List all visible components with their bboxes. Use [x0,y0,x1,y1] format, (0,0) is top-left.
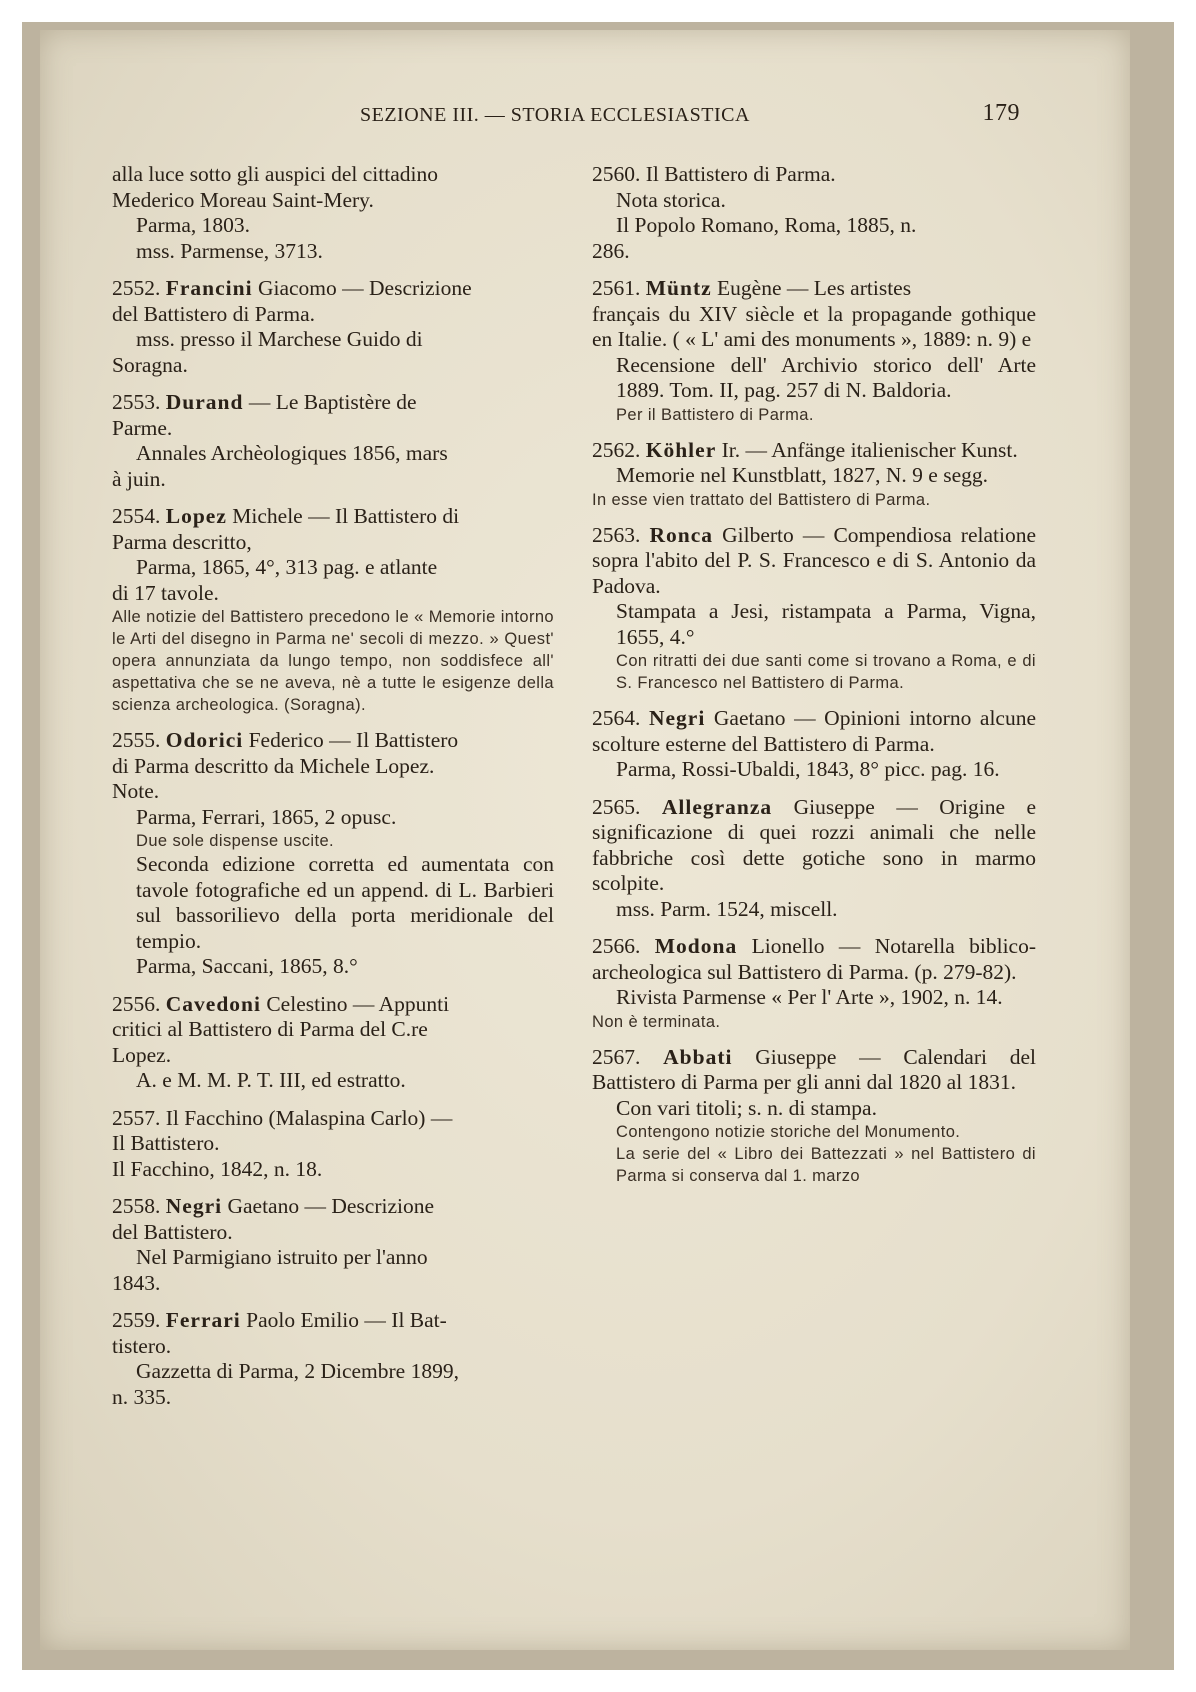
text-line: Parme. [112,415,173,440]
entry-2556 [112,992,554,1094]
text-line: Recensione dell' Archivio storico dell' Arte 1889. Tom. II, pag. 257 di N. Baldoria. [616,352,1036,402]
text-line: Il Battistero. [112,1131,220,1155]
entry-author: Negri [648,706,706,730]
entry-2564 [592,706,1036,783]
entry-title: Lionello — Notarella biblico-archeologica sul Battistero di Parma. (p. 279-82). [592,934,1036,984]
text-line: Nel Parmigiano istruito per l'anno [136,1245,428,1269]
entry-author: Lopez [165,504,227,528]
entry-author: Allegranza [661,794,773,819]
text-line: n. 335. [112,1384,172,1409]
entry-number: 2564. [592,706,641,730]
text-line: Parma, Saccani, 1865, 8.° [136,954,358,978]
entry-note: La serie del « Libro dei Battezzati » nel Battistero di Parma si conserva dal 1. marzo [616,1145,1036,1185]
entry-note: Contengono notizie storiche del Monumento. [616,1123,961,1141]
entry-2561 [592,276,1036,426]
entry-number: 2552. [112,276,161,300]
text-line: Nota storica. [616,187,726,212]
text-line: mss. Parm. 1524, miscell. [616,896,838,921]
section-title: SEZIONE III. — STORIA ECCLESIASTICA [360,104,750,126]
entry-number: 2556. [112,991,161,1016]
text-line: Il Facchino, 1842, n. 18. [112,1156,323,1181]
entry-number: 2561. [592,276,641,300]
text-line: Parma, Ferrari, 1865, 2 opusc. [136,804,397,829]
right-column [592,162,1036,1199]
entry-author: Negri [165,1194,223,1218]
entry-2563 [592,523,1036,695]
text-line: Memorie nel Kunstblatt, 1827, N. 9 e segg. [616,463,989,487]
text-line: critici al Battistero di Parma del C.re [112,1017,428,1041]
entry-author: Abbati [663,1044,733,1069]
entry-author: Durand [165,390,244,414]
entry-2558 [112,1194,554,1296]
entry-author: Ferrari [165,1308,241,1332]
text-line: 1843. [112,1270,161,1295]
entry-title: Paolo Emilio — Il Bat- [240,1308,447,1332]
entry-title: Il Facchino (Malaspina Carlo) — [160,1105,453,1130]
entry-title: Gaetano — Descrizione [222,1194,435,1218]
entry-title: Giuseppe — Origine e significazione di quei rozzi animali che nelle fabbriche così dette gotiche sono in marmo scolpite. [592,794,1037,895]
entry-number: 2558. [112,1194,161,1218]
text-line: 286. [592,238,630,263]
text-line: Con vari titoli; s. n. di stampa. [616,1095,877,1120]
entry-title: Celestino — Appunti [260,991,450,1016]
entry-title: Michele — Il Battistero di [226,504,460,528]
entry-2555 [112,728,554,980]
text-line: français du XIV siècle et la propagande gothique en Italie. ( « L' ami des monuments », 1889: n. 9) e [592,301,1036,351]
text-line: A. e M. M. P. T. III, ed estratto. [136,1068,406,1092]
entry-number: 2565. [592,794,641,819]
entry-2559 [112,1308,554,1410]
entry-title: Gilberto — Compendiosa relatione sopra l'abito del P. S. Francesco e di S. Antonio da Padova. [592,522,1036,598]
entry-title: Giacomo — Descrizione [252,276,472,300]
entry-author: Ronca [649,522,714,547]
text-line: di 17 tavole. [112,580,219,605]
entry-2553 [112,390,554,492]
text-line: del Battistero di Parma. [112,301,316,326]
text-line: à juin. [112,466,166,491]
entry-2560 [592,162,1036,264]
text-line: Mederico Moreau Saint-Mery. [112,187,374,212]
text-line: Soragna. [112,352,188,377]
text-line: Parma descritto, [112,529,252,554]
entry-title: Ir. — Anfänge italienischer Kunst. [716,437,1018,462]
entry-note: Due sole dispense uscite. [136,832,335,850]
text-line: Parma, 1865, 4°, 313 pag. e atlante [136,555,438,579]
text-line: Stampata a Jesi, ristampata a Parma, Vigna, 1655, 4.° [616,599,1036,649]
text-line: Seconda edizione corretta ed aumentata con tavole fotografiche ed un append. di L. Barbieri sul bassorilievo della porta meridionale del tempio. [136,852,554,953]
entry-note: Per il Battistero di Parma. [616,405,814,424]
entry-2552 [112,276,554,378]
entry-note: In esse vien trattato del Battistero di Parma. [592,490,931,509]
entry-2557 [112,1106,554,1183]
text-line: Il Popolo Romano, Roma, 1885, n. [616,213,917,237]
text-line: Lopez. [112,1042,172,1067]
entry-2562 [592,438,1036,511]
entry-title: Gaetano — Opinioni intorno alcune scolture esterne del Battistero di Parma. [592,706,1036,756]
entry-note: Non è terminata. [592,1012,721,1031]
entry-title: Il Battistero di Parma. [640,162,836,186]
entry-2566 [592,934,1036,1033]
running-head [360,100,1020,130]
entry-number: 2563. [592,522,641,547]
text-line: mss. presso il Marchese Guido di [136,327,423,351]
entry-number: 2560. [592,162,641,186]
entry-author: Odorici [165,728,244,752]
entry-author: Francini [165,276,253,300]
entry-number: 2567. [592,1044,641,1069]
entry-title: Eugène — Les artistes [711,276,912,300]
left-column [112,162,554,1422]
entry-2554 [112,504,554,716]
text-line: alla luce sotto gli auspici del cittadino [112,162,438,186]
entry-number: 2557. [112,1105,161,1130]
page-number: 179 [982,100,1020,126]
entry-note: Alle notizie del Battistero precedono le « Memorie intorno le Arti del disegno in Parma ne' secoli di mezzo. » Quest' opera annunziata da lungo tempo, non soddisfece all' aspettativa che se ne aveva, nè a tutte le esigenze della scienza archeologica. (Soragna). [112,608,554,714]
entry-number: 2554. [112,504,161,528]
entry-2565 [592,795,1036,923]
continued-entry [112,162,554,264]
entry-author: Cavedoni [165,991,261,1016]
entry-author: Modona [654,934,738,958]
entry-author: Müntz [645,276,712,300]
entry-title: — Le Baptistère de [243,390,417,414]
entry-title: Federico — Il Battistero [243,728,459,752]
entry-2567 [592,1045,1036,1188]
entry-number: 2553. [112,390,161,414]
text-line: tistero. [112,1333,172,1358]
text-line: Gazzetta di Parma, 2 Dicembre 1899, [136,1359,459,1383]
entry-number: 2566. [592,934,641,958]
entry-number: 2562. [592,437,641,462]
text-line: Rivista Parmense « Per l' Arte », 1902, n. 14. [616,985,1003,1009]
entry-number: 2555. [112,728,161,752]
text-line: Parma, 1803. [136,213,251,237]
text-line: Annales Archèologiques 1856, mars [136,441,448,465]
text-line: Note. [112,779,160,803]
text-line: Parma, Rossi-Ubaldi, 1843, 8° picc. pag. 16. [616,757,1000,781]
text-line: mss. Parmense, 3713. [136,238,323,263]
text-line: di Parma descritto da Michele Lopez. [112,753,435,778]
entry-title: Giuseppe — Calendari del Battistero di Parma per gli anni dal 1820 al 1831. [592,1044,1036,1094]
entry-author: Köhler [645,437,717,462]
text-line: del Battistero. [112,1219,233,1244]
entry-number: 2559. [112,1308,161,1332]
entry-note: Con ritratti dei due santi come si trovano a Roma, e di S. Francesco nel Battistero di Parma. [616,652,1036,692]
